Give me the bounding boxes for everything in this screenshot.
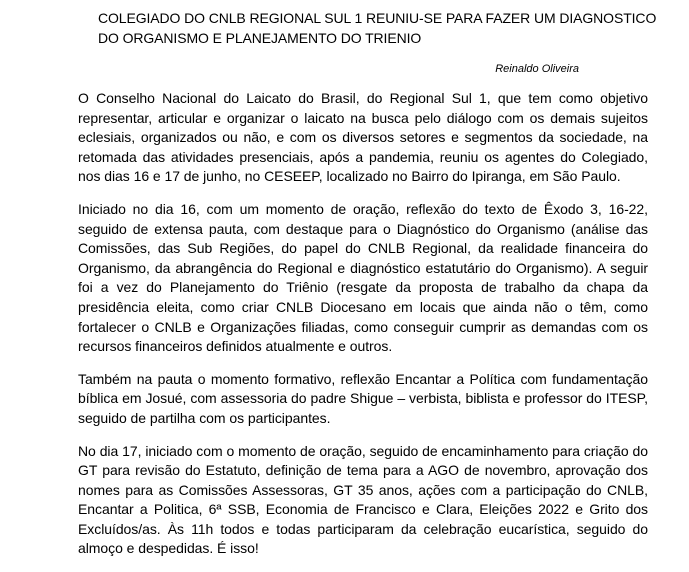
article-author: Reinaldo Oliveira xyxy=(495,63,579,75)
paragraph-1: O Conselho Nacional do Laicato do Brasil, do Regional Sul 1, que tem como objetivo representar, articular e organizar o laicato na busca pelo diálogo com os demais sujeitos eclesiais, organizados ou não, e com os diversos setores e segmentos da sociedade, na retomada das atividades presenciais, após a pandemia, reuniu os agentes do Colegiado, nos dias 16 e 17 de junho, no CESEEP, localizado no Bairro do Ipiranga, em São Paulo. xyxy=(78,90,648,185)
paragraph-4: No dia 17, iniciado com o momento de oração, seguido de encaminhamento para criação do GT para revisão do Estatuto, definição de tema para a AGO de novembro, aprovação dos nomes para as Comissões Assessoras, GT 35 anos, ações com a participação do CNLB, Encantar a Politica, 6ª SSB, Economia de Francisco e Clara, Eleições 2022 e Grito dos Excluídos/as. Às 11h todos e todas participaram da celebração eucarística, seguido do almoço e despedidas. É isso! xyxy=(78,442,648,557)
paragraph-2: Iniciado no dia 16, com um momento de oração, reflexão do texto de Êxodo 3, 16-22, seguido de extensa pauta, com destaque para o Diagnóstico do Organismo (análise das Comissões, das Sub Regiões, do papel do CNLB Regional, da realidade financeira do Organismo, da abrangência do Regional e diagnóstico estatutário do Organismo). A seguir foi a vez do Planejamento do Triênio (resgate da proposta de trabalho da chapa da presidência eleita, como criar CNLB Diocesano em locais que ainda não o têm, como fortalecer o CNLB e Organizações filiadas, como conseguir cumprir as demandas com os recursos financeiros definidos atualmente e outros. xyxy=(78,200,648,355)
article-body xyxy=(78,89,648,572)
article-title: COLEGIADO DO CNLB REGIONAL SUL 1 REUNIU-SE PARA FAZER UM DIAGNOSTICO DO ORGANISMO E PLANEJAMENTO DO TRIENIO xyxy=(98,10,657,46)
paragraph-3: Também na pauta o momento formativo, reflexão Encantar a Política com fundamentação bíblica em Josué, com assessoria do padre Shigue – verbista, biblista e professor do ITESP, seguido de partilha com os participantes. xyxy=(78,370,648,426)
